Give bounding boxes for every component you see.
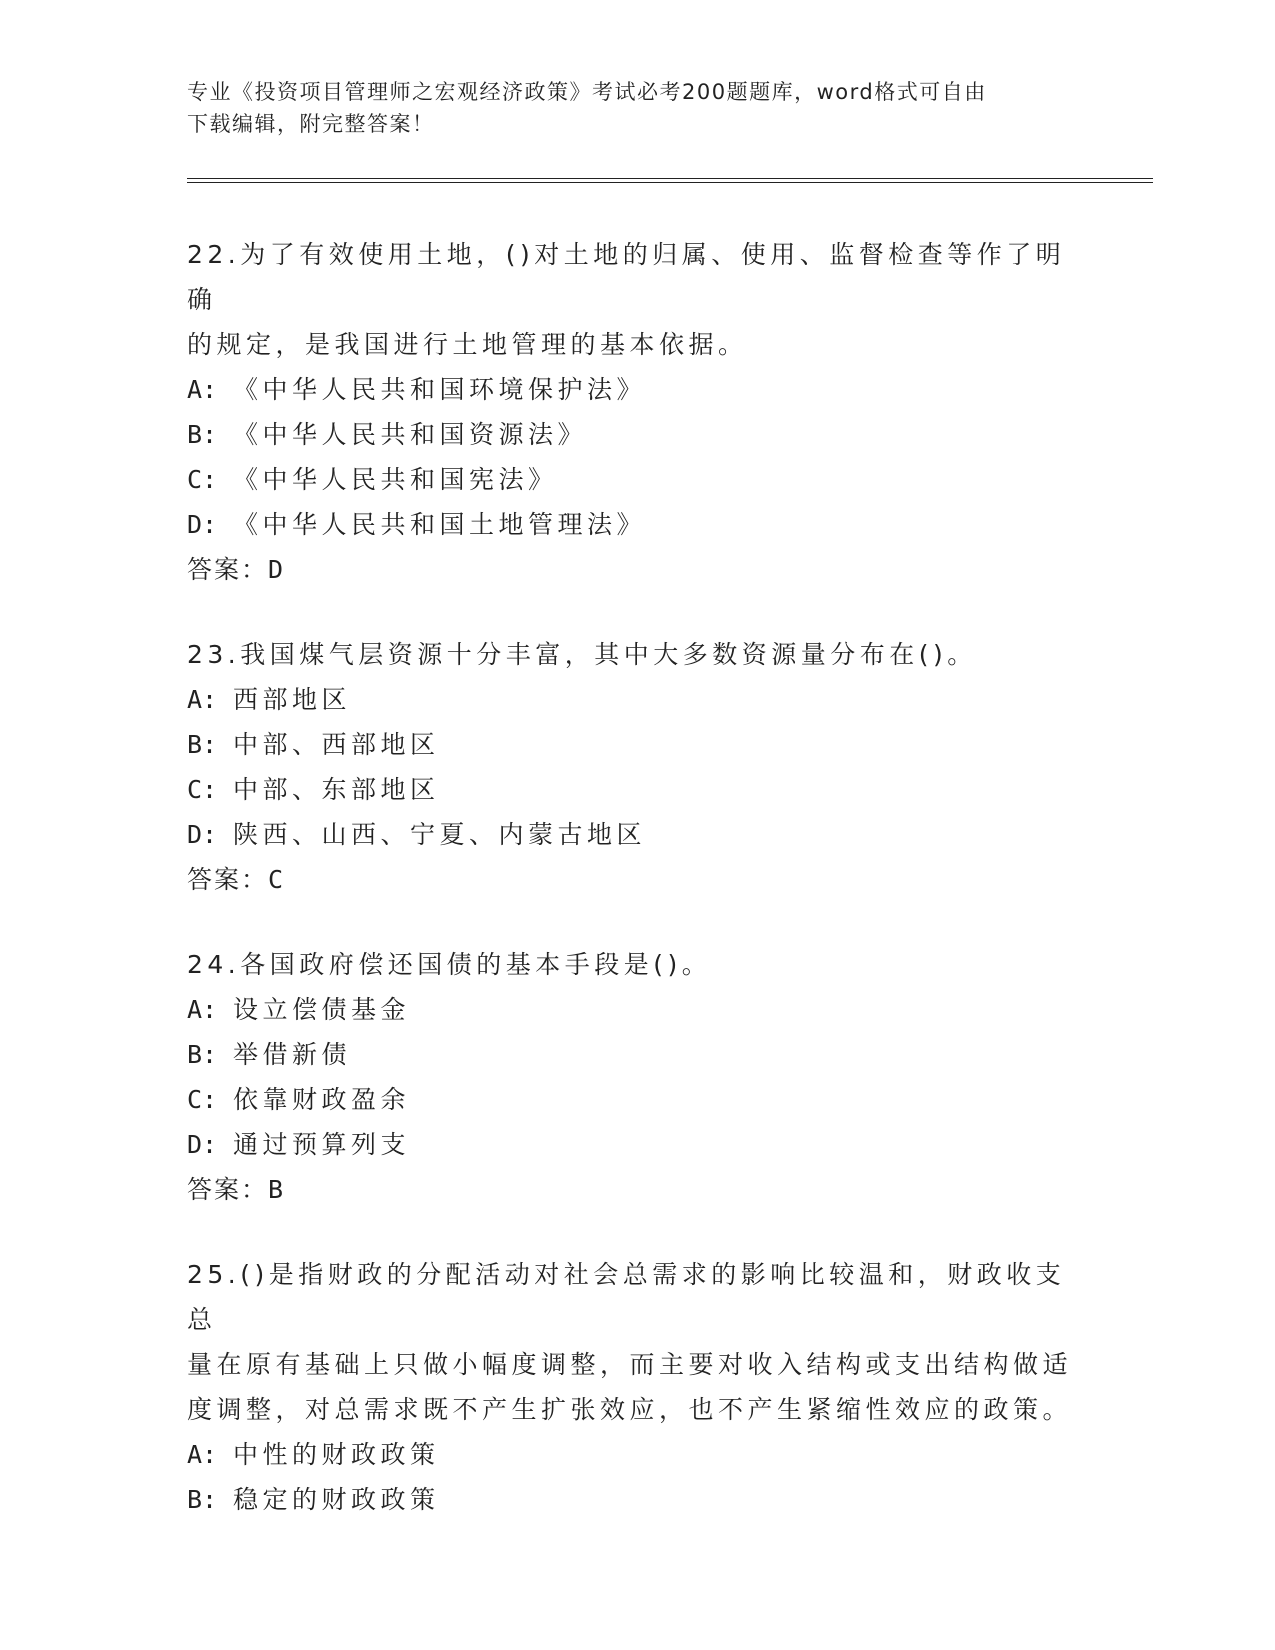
document-intro	[187, 76, 1067, 140]
option-c	[187, 1077, 1087, 1122]
option-text: 中性的财政政策	[233, 1440, 440, 1469]
option-d	[187, 812, 1087, 857]
option-text: 《中华人民共和国资源法》	[233, 420, 588, 449]
answer-line	[187, 547, 1087, 592]
option-key: C:	[187, 465, 218, 494]
option-key: D:	[187, 820, 218, 849]
option-a	[187, 677, 1087, 722]
question-text: 25.()是指财政的分配活动对社会总需求的影响比较温和，财政收支总	[187, 1260, 1066, 1334]
option-key: C:	[187, 1085, 218, 1114]
answer-label: 答案：	[187, 1175, 269, 1204]
option-text: 依靠财政盈余	[233, 1085, 411, 1114]
option-text: 举借新债	[233, 1040, 352, 1069]
option-text: 中部、西部地区	[233, 730, 440, 759]
option-d	[187, 1122, 1087, 1167]
option-text: 陕西、山西、宁夏、内蒙古地区	[233, 820, 647, 849]
option-key: A:	[187, 995, 218, 1024]
header-divider-bottom	[187, 182, 1153, 183]
answer-line	[187, 1167, 1087, 1212]
option-key: B:	[187, 1040, 218, 1069]
option-c	[187, 457, 1087, 502]
option-text: 《中华人民共和国环境保护法》	[233, 375, 647, 404]
question-text: 量在原有基础上只做小幅度调整，而主要对收入结构或支出结构做适	[187, 1350, 1073, 1379]
question-list	[187, 232, 1087, 1562]
option-text: 通过预算列支	[233, 1130, 411, 1159]
option-text: 稳定的财政政策	[233, 1485, 440, 1514]
question-text: 度调整，对总需求既不产生扩张效应，也不产生紧缩性效应的政策。	[187, 1395, 1073, 1424]
option-key: D:	[187, 1130, 218, 1159]
option-a	[187, 1432, 1087, 1477]
option-b	[187, 1032, 1087, 1077]
option-a	[187, 367, 1087, 412]
option-text: 《中华人民共和国宪法》	[233, 465, 558, 494]
answer-value: B	[268, 1175, 286, 1204]
header-divider-top	[187, 178, 1153, 179]
option-text: 中部、东部地区	[233, 775, 440, 804]
answer-label: 答案：	[187, 865, 269, 894]
question-text: 23.我国煤气层资源十分丰富，其中大多数资源量分布在()。	[187, 640, 977, 669]
option-b	[187, 722, 1087, 767]
question-text: 的规定，是我国进行土地管理的基本依据。	[187, 330, 748, 359]
option-key: A:	[187, 1440, 218, 1469]
option-b	[187, 1477, 1087, 1522]
question-22	[187, 232, 1087, 592]
question-text: 22.为了有效使用土地，()对土地的归属、使用、监督检查等作了明确	[187, 240, 1066, 314]
question-25	[187, 1252, 1087, 1522]
option-c	[187, 767, 1087, 812]
option-key: A:	[187, 685, 218, 714]
question-text: 24.各国政府偿还国债的基本手段是()。	[187, 950, 712, 979]
intro-line-1: 专业《投资项目管理师之宏观经济政策》考试必考200题题库，word格式可自由	[187, 80, 987, 104]
option-key: D:	[187, 510, 218, 539]
intro-line-2: 下载编辑，附完整答案！	[187, 112, 435, 136]
question-24	[187, 942, 1087, 1212]
option-text: 《中华人民共和国土地管理法》	[233, 510, 647, 539]
answer-value: D	[268, 555, 286, 584]
option-key: B:	[187, 730, 218, 759]
option-a	[187, 987, 1087, 1032]
answer-line	[187, 857, 1087, 902]
option-key: B:	[187, 1485, 218, 1514]
answer-label: 答案：	[187, 555, 269, 584]
option-text: 设立偿债基金	[233, 995, 411, 1024]
option-key: C:	[187, 775, 218, 804]
option-b	[187, 412, 1087, 457]
question-23	[187, 632, 1087, 902]
option-text: 西部地区	[233, 685, 352, 714]
option-key: A:	[187, 375, 218, 404]
option-key: B:	[187, 420, 218, 449]
answer-value: C	[268, 865, 286, 894]
option-d	[187, 502, 1087, 547]
